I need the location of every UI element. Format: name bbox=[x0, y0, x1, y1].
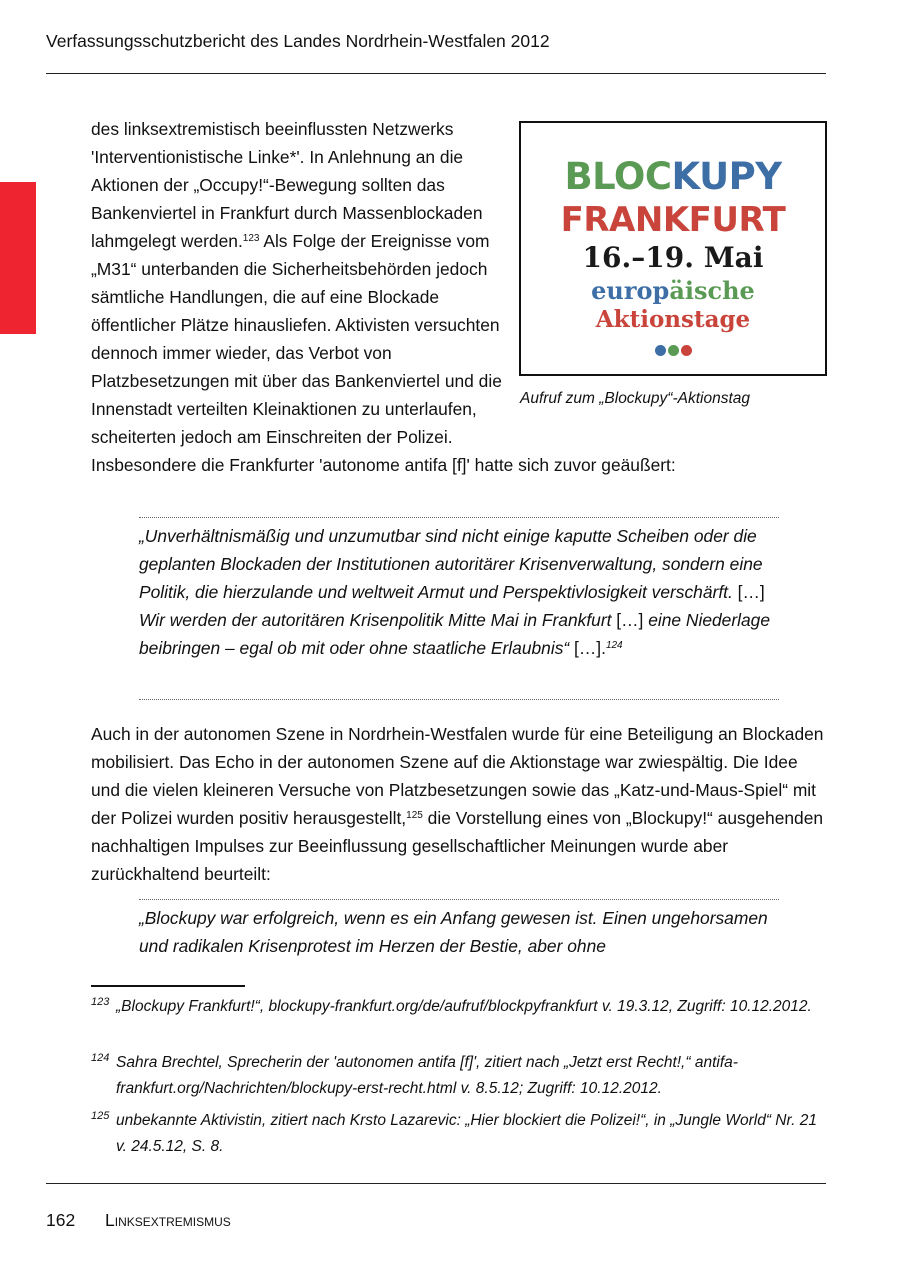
logo-dots bbox=[521, 341, 825, 360]
footer-section-title: Linksextremismus bbox=[105, 1210, 231, 1230]
chapter-side-tab bbox=[0, 182, 36, 334]
quote-1: „Unverhältnismäßig und unzumutbar sind nicht einige kaputte Scheiben oder die geplanten Blockaden der Institutionen autoritärer Krisenverwaltung, sondern eine Politik, die hierzulande und weltweit Armut und Perspektivlosigkeit verschärft. […] Wir werden der autoritären Krisenpolitik Mitte Mai in Frankfurt […] eine Niederlage beibringen – egal ob mit oder ohne staatliche Erlaubnis“ […].$^{124}$ bbox=[139, 526, 771, 658]
page-number: 162 bbox=[46, 1210, 76, 1230]
running-header-title: Verfassungsschutzbericht des Landes Nordrhein-Westfalen 2012 bbox=[46, 31, 550, 51]
quote-1-top-divider bbox=[139, 517, 779, 518]
blockupy-poster-figure: BLOCKUPY FRANKFURT 16.–19. Mai europäische Aktionstage bbox=[519, 121, 827, 376]
footer-rule bbox=[46, 1183, 826, 1184]
footnote-ref-125[interactable]: 125 bbox=[406, 810, 423, 821]
footnote-ref-124[interactable]: 124 bbox=[605, 640, 623, 651]
footnote-123: 123 „Blockupy Frankfurt!“, blockupy-frankfurt.org/de/aufruf/blockpyfrankfurt v. 19.3.12, Zugriff: 10.12.2012. bbox=[91, 996, 812, 1015]
quote-1-bottom-divider bbox=[139, 699, 779, 700]
footnote-125: 125 unbekannte Aktivistin, zitiert nach Krsto Lazarevic: „Hier blockiert die Polizei!“, in „Jungle World“ Nr. 21 v. 24.5.12, S. 8. bbox=[91, 1110, 817, 1155]
paragraph-2-text: Auch in der autonomen Szene in Nordrhein-Westfalen wurde für eine Beteiligung an Blockaden mobilisiert. Das Echo in der autonomen Szene auf die Aktionstage war zwiespältig. Die Idee und die vielen kleineren Versuche von Platzbesetzungen sowie das „Katz-und-Maus-Spiel“ mit der Polizei wurden positiv herausgestellt,$^{125}$ die Vorstellung eines von „Blockupy!“ ausgehenden nachhaltigen Impulses zur Beeinflussung gesellschaftlicher Meinungen wurde aber zurückhaltend beurteilt: bbox=[91, 724, 824, 884]
footnote-separator bbox=[91, 985, 245, 987]
quote-2: „Blockupy war erfolgreich, wenn es ein Anfang gewesen ist. Einen ungehorsamen und radikalen Krisenprotest im Herzen der Bestie, aber ohne bbox=[139, 908, 768, 956]
figure-caption: Aufruf zum „Blockupy“-Aktionstag bbox=[520, 390, 751, 407]
footnote-124: 124 Sahra Brechtel, Sprecherin der 'autonomen antifa [f]', zitiert nach „Jetzt erst Recht!,“ antifa-frankfurt.org/Nachrichten/blockupy-erst-recht.html v. 8.5.12; Zugriff: 10.12.2012. bbox=[91, 1052, 738, 1097]
header-rule bbox=[46, 73, 826, 74]
paragraph-2 bbox=[91, 720, 831, 888]
paragraph-1-text: des linksextremistisch beeinflussten Netzwerks 'Interventionistische Linke*'. In Anlehnung an die Aktionen der „Occupy!“-Bewegung sollten das Bankenviertel in Frankfurt durch Massenblockaden lahmgelegt werden.$^{123}$ Als Folge der Ereignisse vom „M31“ unterbanden die Sicherheitsbehörden jedoch sämtliche Handlungen, die auf eine Blockade öffentlicher Plätze hinausliefen. Aktivisten versuchten dennoch immer wieder, das Verbot von Platzbesetzungen mit über das Bankenviertel und die Innenstadt verteilten Kleinaktionen zu unterlaufen, scheiterten jedoch am Einschreiten der Polizei. Insbesondere die Frankfurter 'autonome antifa [f]' hatte sich zuvor geäußert: bbox=[91, 119, 676, 475]
quote-2-top-divider bbox=[139, 899, 779, 900]
footnote-ref-123[interactable]: 123 bbox=[242, 233, 260, 244]
